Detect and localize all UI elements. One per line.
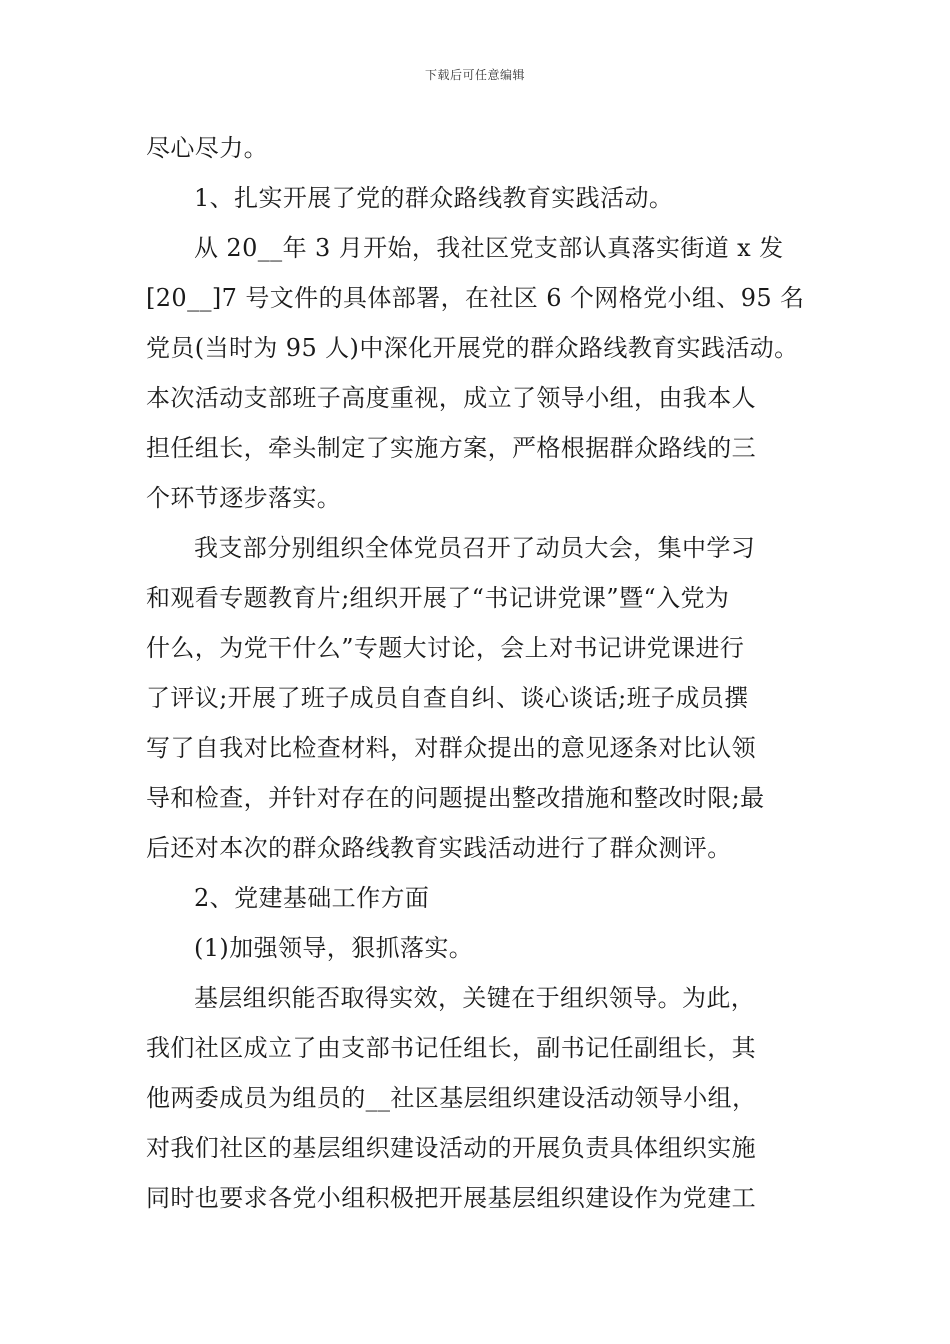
paragraph-line: 对我们社区的基层组织建设活动的开展负责具体组织实施: [146, 1134, 756, 1162]
paragraph-line: 写了自我对比检查材料，对群众提出的意见逐条对比认领: [146, 734, 756, 762]
paragraph-line: 个环节逐步落实。: [146, 484, 342, 512]
paragraph-line: 党员(当时为 95 人)中深化开展党的群众路线教育实践活动。: [146, 334, 799, 362]
paragraph-line: 导和检查，并针对存在的问题提出整改措施和整改时限;最: [146, 784, 765, 812]
paragraph-line: 从 20__年 3 月开始，我社区党支部认真落实街道 x 发: [194, 234, 784, 262]
paragraph-line: 和观看专题教育片;组织开展了“书记讲党课”暨“入党为: [146, 584, 730, 612]
paragraph-line: 后还对本次的群众路线教育实践活动进行了群众测评。: [146, 834, 732, 862]
paragraph-line: 基层组织能否取得实效，关键在于组织领导。为此，: [194, 984, 756, 1012]
paragraph-line: 同时也要求各党小组积极把开展基层组织建设作为党建工: [146, 1184, 756, 1212]
paragraph-line: (1)加强领导，狠抓落实。: [194, 934, 474, 962]
paragraph-line: 2、党建基础工作方面: [194, 884, 430, 912]
paragraph-line: 我们社区成立了由支部书记任组长，副书记任副组长，其: [146, 1034, 756, 1062]
paragraph-line: 担任组长，牵头制定了实施方案，严格根据群众路线的三: [146, 434, 756, 462]
paragraph-line: 尽心尽力。: [146, 134, 268, 162]
paragraph-line: 什么，为党干什么”专题大讨论，会上对书记讲党课进行: [146, 634, 745, 662]
paragraph-line: 本次活动支部班子高度重视，成立了领导小组，由我本人: [146, 384, 756, 412]
paragraph-line: 了评议;开展了班子成员自查自纠、谈心谈话;班子成员撰: [146, 684, 749, 712]
paragraph-line: 1、扎实开展了党的群众路线教育实践活动。: [194, 184, 674, 212]
page-header: 下载后可任意编辑: [424, 68, 525, 82]
paragraph-line: 他两委成员为组员的__社区基层组织建设活动领导小组，: [146, 1084, 757, 1112]
paragraph-line: [20__]7 号文件的具体部署，在社区 6 个网格党小组、95 名: [146, 284, 805, 312]
paragraph-line: 我支部分别组织全体党员召开了动员大会，集中学习: [194, 534, 756, 562]
